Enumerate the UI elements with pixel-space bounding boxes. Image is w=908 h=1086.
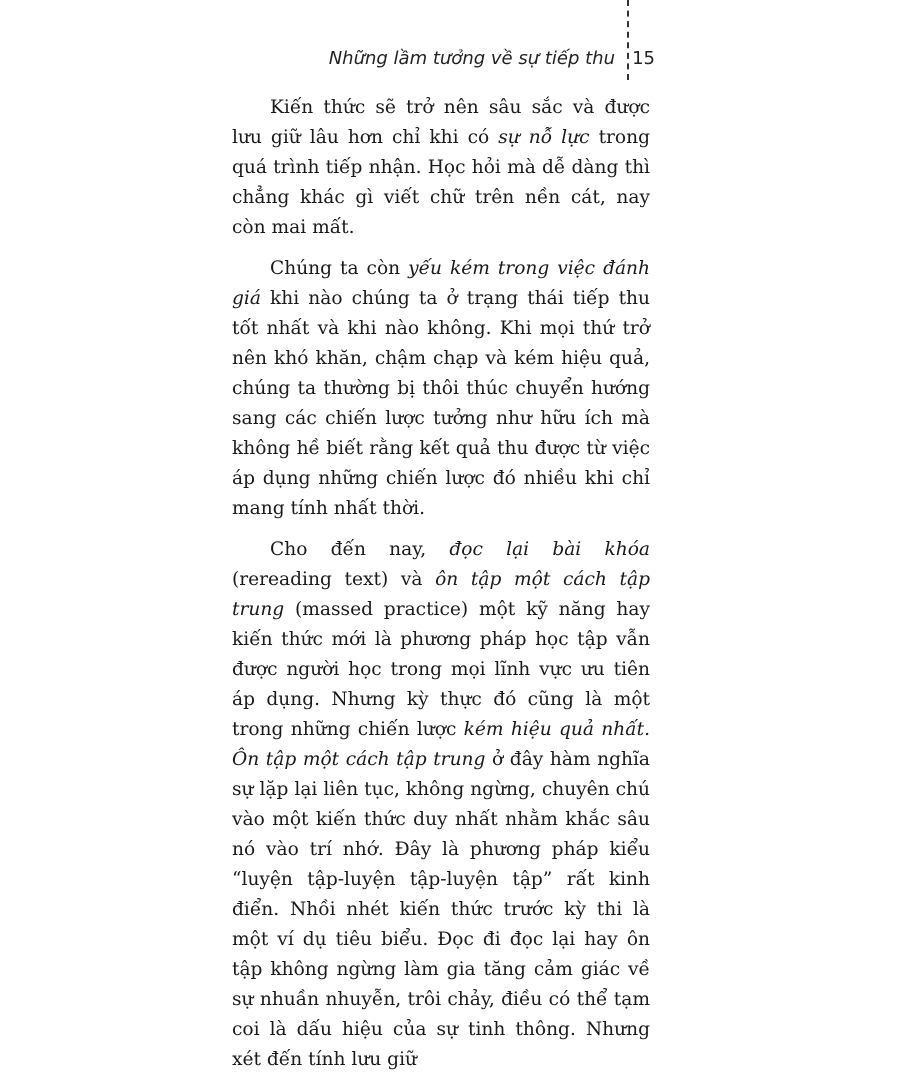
chapter-title: Những lầm tưởng về sự tiếp thu bbox=[328, 48, 615, 69]
emphasis: đọc lại bài khóa bbox=[449, 539, 650, 560]
emphasis: kém hiệu quả nhất. Ôn tập một cách tập trung bbox=[232, 719, 650, 770]
paragraph-2: Chúng ta còn yếu kém trong việc đánh giá khi nào chúng ta ở trạng thái tiếp thu tốt nhất và khi nào không. Khi mọi thứ trở nên khó khăn, chậm chạp và kém hiệu quả, chúng ta thường bị thôi thúc chuyển hướng sang các chiến lược tưởng như hữu ích mà không hề biết rằng kết quả thu được từ việc áp dụng những chiến lược đó nhiều khi chỉ mang tính nhất thời. bbox=[232, 258, 651, 519]
emphasis: yếu kém trong việc đánh giá bbox=[232, 258, 651, 309]
emphasis: ôn tập một cách tập trung bbox=[232, 569, 650, 620]
running-header bbox=[300, 48, 655, 78]
body-text bbox=[232, 93, 650, 1086]
page-number: 15 bbox=[632, 48, 655, 69]
paragraph-1: Kiến thức sẽ trở nên sâu sắc và được lưu giữ lâu hơn chỉ khi có sự nỗ lực trong quá trình tiếp nhận. Học hỏi mà dễ dàng thì chẳng khác gì viết chữ trên nền cát, nay còn mai mất. bbox=[232, 97, 650, 238]
paragraph-3: Cho đến nay, đọc lại bài khóa (rereading text) và ôn tập một cách tập trung (massed practice) một kỹ năng hay kiến thức mới là phương pháp học tập vẫn được người học trong mọi lĩnh vực ưu tiên áp dụng. Nhưng kỳ thực đó cũng là một trong những chiến lược kém hiệu quả nhất. Ôn tập một cách tập trung ở đây hàm nghĩa sự lặp lại liên tục, không ngừng, chuyên chú vào một kiến thức duy nhất nhằm khắc sâu nó vào trí nhớ. Đây là phương pháp kiểu “luyện tập-luyện tập-luyện tập” rất kinh điển. Nhồi nhét kiến thức trước kỳ thi là một ví dụ tiêu biểu. Đọc đi đọc lại hay ôn tập không ngừng làm gia tăng cảm giác về sự nhuần nhuyễn, trôi chảy, điều có thể tạm coi là dấu hiệu của sự tinh thông. Nhưng xét đến tính lưu giữ bbox=[232, 539, 651, 1070]
emphasis: sự nỗ lực bbox=[498, 127, 590, 148]
